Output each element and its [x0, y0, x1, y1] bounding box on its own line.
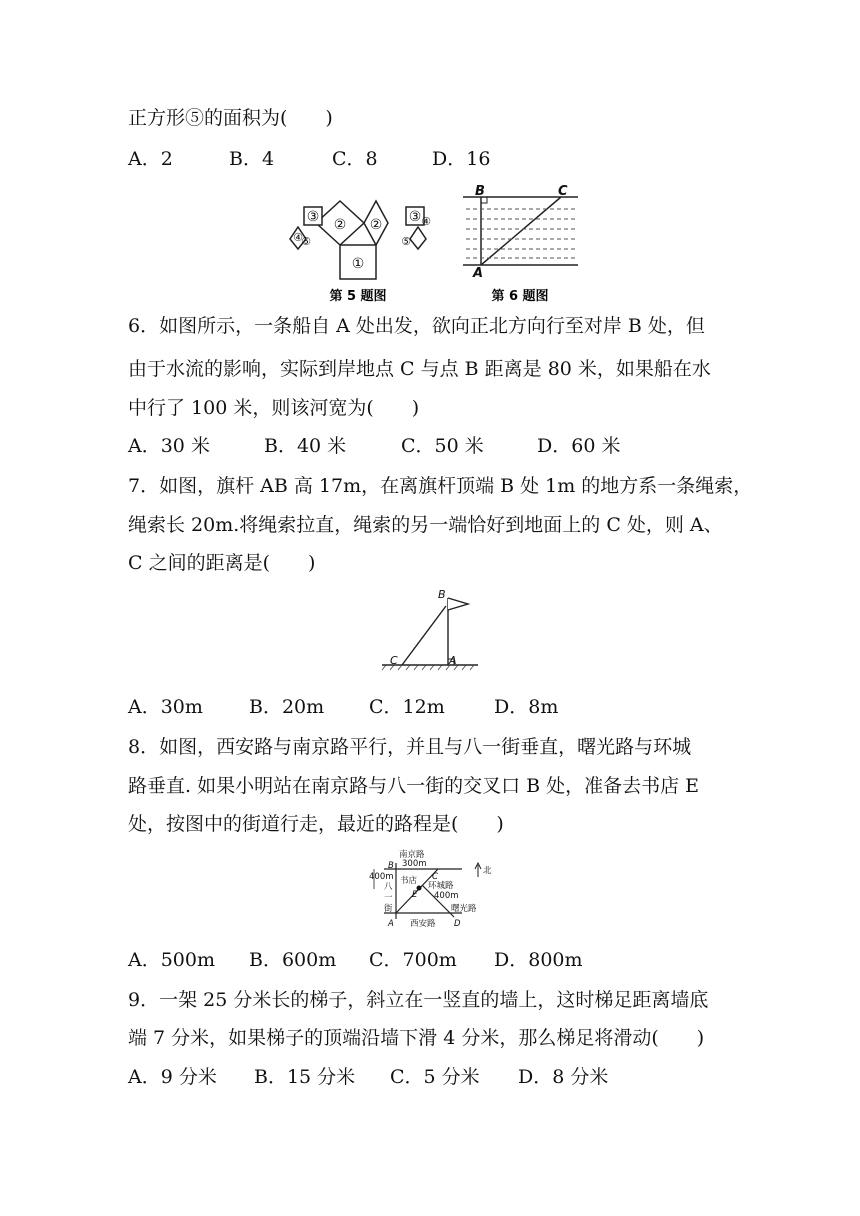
q5-option-c: C．8 [332, 148, 378, 170]
fig6-label-c: C [558, 184, 568, 199]
label-3b: ③ [408, 209, 422, 225]
label-2a: ② [333, 217, 347, 233]
label-north: 北 [483, 866, 492, 876]
label-c: C [432, 872, 438, 882]
label-e: E [412, 890, 418, 900]
q7-option-c: C．12m [369, 696, 445, 718]
q5-stem: 正方形⑤的面积为( ) [128, 107, 333, 129]
fig6-label-a: A [473, 266, 484, 281]
q8-option-d: D．800m [494, 949, 583, 971]
q8-line-2: 路垂直. 如果小明站在南京路与八一街的交叉口 B 处，准备去书店 E [128, 775, 700, 797]
fig5-caption: 第 5 题图 [329, 289, 387, 304]
label-2b: ② [369, 217, 383, 233]
q8-line-3: 处，按图中的街道行走，最近的路程是( ) [128, 813, 504, 835]
label-d: D [454, 919, 461, 929]
q6-option-c: C．50 米 [401, 435, 484, 457]
fig6-label-b: B [475, 184, 485, 199]
q7-option-a: A．30m [128, 696, 203, 718]
label-4b: ④ [421, 215, 431, 228]
q9-option-a: A．9 分米 [128, 1066, 217, 1088]
label-3a: ③ [306, 209, 320, 225]
label-1: ① [351, 256, 365, 272]
q8-option-a: A．500m [128, 949, 216, 971]
q9-option-c: C．5 分米 [390, 1066, 480, 1088]
q9-option-d: D．8 分米 [518, 1066, 609, 1088]
q7-line-1: 7．如图，旗杆 AB 高 17m，在离旗杆顶端 B 处 1m 的地方系一条绳索， [128, 475, 753, 497]
q5-option-b: B．4 [229, 148, 275, 170]
figure-8 [366, 845, 496, 933]
q9-line-2: 端 7 分米，如果梯子的顶端沿墙下滑 4 分米，那么梯足将滑动( ) [128, 1027, 705, 1049]
q6-line-3: 中行了 100 米，则该河宽为( ) [128, 397, 420, 419]
figure-5-diagram [276, 183, 586, 305]
figure-6-diagram [463, 197, 578, 265]
label-400m-b: 400m [434, 891, 459, 901]
q6-option-d: D．60 米 [537, 435, 621, 457]
q8-line-1: 8．如图，西安路与南京路平行，并且与八一街垂直，曙光路与环城 [128, 736, 692, 758]
q6-line-1: 6．如图所示，一条船自 A 处出发，欲向正北方向行至对岸 B 处，但 [128, 315, 705, 337]
label-jie: 街 [384, 904, 393, 914]
label-xian-road: 西安路 [410, 919, 436, 929]
fig7-label-c: C [390, 654, 398, 667]
fig6-caption: 第 6 题图 [491, 289, 549, 304]
label-nanjing-road: 南京路 [399, 850, 425, 860]
q6-option-b: B．40 米 [264, 435, 347, 457]
q7-option-d: D．8m [494, 696, 559, 718]
q7-option-b: B．20m [249, 696, 325, 718]
label-shuguang-road: 曙光路 [451, 904, 477, 914]
figure-7 [382, 586, 482, 676]
figure-5-6 [276, 183, 586, 305]
label-b: B [388, 861, 394, 871]
label-a: A [388, 919, 394, 929]
figure-7-diagram [382, 586, 482, 676]
label-bookstore: 书店 [400, 876, 418, 886]
fig7-label-b: B [438, 588, 446, 601]
q7-line-3: C 之间的距离是( ) [128, 552, 316, 574]
q7-line-2: 绳索长 20m.将绳索拉直，绳索的另一端恰好到地面上的 C 处，则 A、 [128, 514, 723, 536]
q8-option-c: C．700m [369, 949, 457, 971]
q9-option-b: B．15 分米 [254, 1066, 356, 1088]
label-huancheng-road: 环城路 [428, 881, 454, 891]
label-5b: ⑤ [401, 235, 411, 248]
label-yi: 一 [384, 893, 393, 903]
q6-line-2: 由于水流的影响，实际到岸地点 C 与点 B 距离是 80 米，如果船在水 [128, 358, 711, 380]
q5-option-d: D．16 [432, 148, 491, 170]
fig7-label-a: A [449, 654, 457, 667]
q8-option-b: B．600m [249, 949, 337, 971]
q5-option-a: A．2 [128, 148, 173, 170]
label-400m-a: 400m [369, 872, 394, 882]
q9-line-1: 9．一架 25 分米长的梯子，斜立在一竖直的墙上，这时梯足距离墙底 [128, 989, 709, 1011]
label-ba: 八 [384, 882, 393, 892]
q6-option-a: A．30 米 [128, 435, 210, 457]
label-4a: ④ [293, 231, 303, 244]
figure-8-map [366, 845, 496, 933]
label-300m: 300m [402, 859, 427, 869]
label-5a: ⑤ [301, 235, 311, 248]
